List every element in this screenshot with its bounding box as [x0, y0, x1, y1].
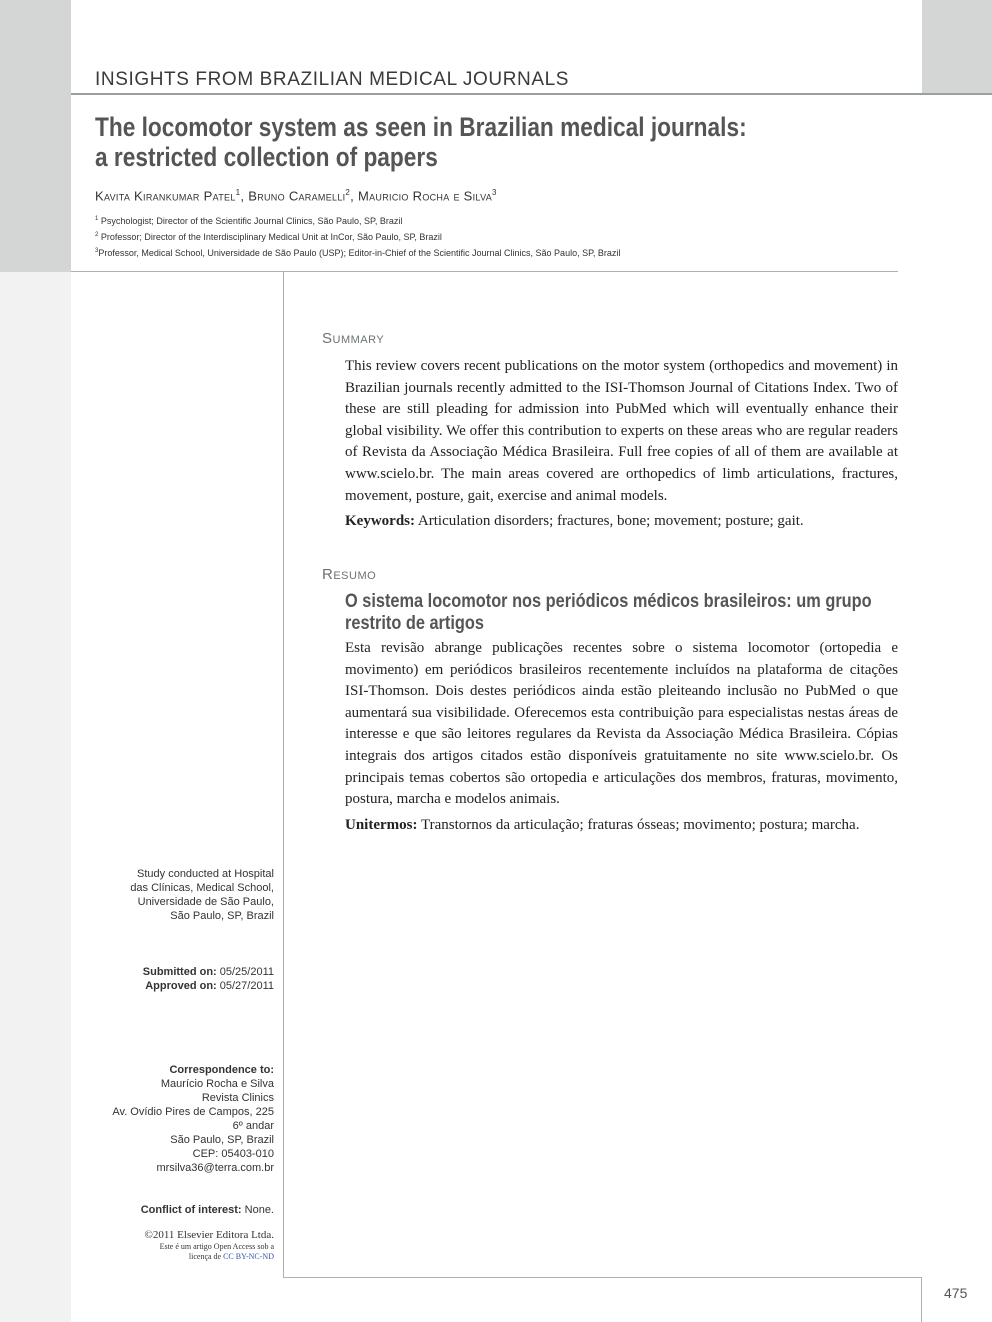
- keywords: [345, 513, 905, 530]
- divider-vertical: [283, 272, 284, 1278]
- header-rule: [71, 93, 992, 95]
- divider-page-number: [921, 1277, 922, 1322]
- left-margin-band: [0, 272, 71, 1322]
- license-line: Este é um artigo Open Access sob a: [159, 1242, 274, 1251]
- author-separator: ,: [240, 188, 249, 204]
- submission-dates: [143, 965, 274, 993]
- article-title-line-1: The locomotor system as seen in Brazilian medical journals:: [95, 112, 747, 142]
- affiliation-line: $^2$ Professor; Director of the Interdisciplinary Medical Unit at InCor, São Paulo, SP, Brazil: [95, 232, 442, 242]
- submitted-date: Submitted on: 05/25/2011: [142, 966, 274, 978]
- license-line: licença de CC BY-NC-ND: [188, 1252, 274, 1261]
- affiliations: [95, 212, 620, 260]
- author-name: Mauricio Rocha e Silva: [358, 188, 493, 204]
- author-affiliation-number: 3: [492, 188, 497, 197]
- study-location: Study conducted at Hospital das Clínicas, Medical School, Universidade de São Paulo, São Paulo, SP, Brazil: [130, 868, 274, 922]
- unitermos-value: Transtornos da articulação; fraturas ósseas; movimento; postura; marcha.: [417, 817, 860, 833]
- affiliation-line: $^3$Professor, Medical School, Universidade de São Paulo (USP); Editor-in-Chief of the Scientific Journal Clinics, São Paulo, SP, Brazil: [95, 248, 621, 258]
- approved-date: Approved on: 05/27/2011: [145, 980, 274, 992]
- unitermos: [345, 817, 905, 834]
- resumo-title: O sistema locomotor nos periódicos médicos brasileiros: um grupo restrito de artigos: [345, 591, 872, 634]
- summary-heading: Summary: [322, 330, 385, 347]
- author-list: [95, 188, 497, 203]
- article-title: [95, 112, 767, 172]
- author-name: Bruno Caramelli: [248, 188, 346, 204]
- page-number: 475: [944, 1285, 968, 1301]
- author-name: Kavita Kirankumar Patel: [95, 188, 236, 204]
- author-affiliation-number: 2: [345, 188, 351, 197]
- copyright-line: ©2011 Elsevier Editora Ltda.: [144, 1229, 274, 1241]
- correspondence-label: Correspondence to:: [169, 1064, 274, 1076]
- license-link[interactable]: CC BY-NC-ND: [223, 1252, 274, 1261]
- right-corner-band: [922, 0, 992, 94]
- author-separator: ,: [350, 188, 358, 204]
- unitermos-label: Unitermos:: [345, 817, 418, 833]
- affiliation-line: $^1$ Psychologist; Director of the Scientific Journal Clinics, São Paulo, SP, Brazil: [95, 216, 403, 226]
- correspondence-email: mrsilva36@terra.com.br: [156, 1162, 274, 1174]
- conflict-of-interest: Conflict of interest: None.: [140, 1204, 274, 1216]
- divider-footer: [283, 1277, 922, 1278]
- correspondence: Correspondence to: Maurício Rocha e Silva Revista Clinics Av. Ovídio Pires de Campos, 225 6º andar São Paulo, SP, Brazil CEP: 05403-010 mrsilva36@terra.com.br: [112, 1064, 274, 1174]
- resumo-text: Esta revisão abrange publicações recentes sobre o sistema locomotor (ortopedia e movimento) em periódicos brasileiros recentemente incluídos na plataforma de citações ISI-Thomson. Dois destes periódicos ainda estão pleiteando inclusão no PubMed o que aumentará sua visibilidade. Oferecemos esta contribuição para especialistas nestas áreas de interesse e que são leitores regulares da Revista da Associação Médica Brasileira. Cópias integrais dos artigos citados estão disponíveis gratuitamente no site www.scielo.br. Os principais temas cobertos são ortopedia e articulações dos membros, fraturas, movimento, postura, marcha e modelos animais.: [345, 640, 898, 808]
- article-title-line-2: a restricted collection of papers: [95, 142, 438, 172]
- keywords-label: Keywords:: [345, 513, 415, 529]
- section-label: INSIGHTS FROM BRAZILIAN MEDICAL JOURNALS: [95, 69, 570, 90]
- keywords-value: Articulation disorders; fractures, bone; movement; posture; gait.: [415, 513, 804, 529]
- author-affiliation-number: 1: [235, 188, 241, 197]
- copyright: [144, 1229, 274, 1262]
- resumo-heading: Resumo: [322, 566, 377, 583]
- divider-horizontal: [71, 271, 898, 272]
- summary-text: This review covers recent publications on the motor system (orthopedics and movement) in Brazilian journals recently admitted to the ISI-Thomson Journal of Citations Index. Two of these are still pleading for admission into PubMed which will eventually enhance their global visibility. We offer this contribution to experts on these areas who are regular readers of Revista da Associação Médica Brasileira. Full free copies of all of them are available at www.scielo.br. The main areas covered are orthopedics of limb articulations, fractures, movement, posture, gait, exercise and animal models.: [345, 358, 898, 504]
- left-margin-band-top: [0, 0, 71, 272]
